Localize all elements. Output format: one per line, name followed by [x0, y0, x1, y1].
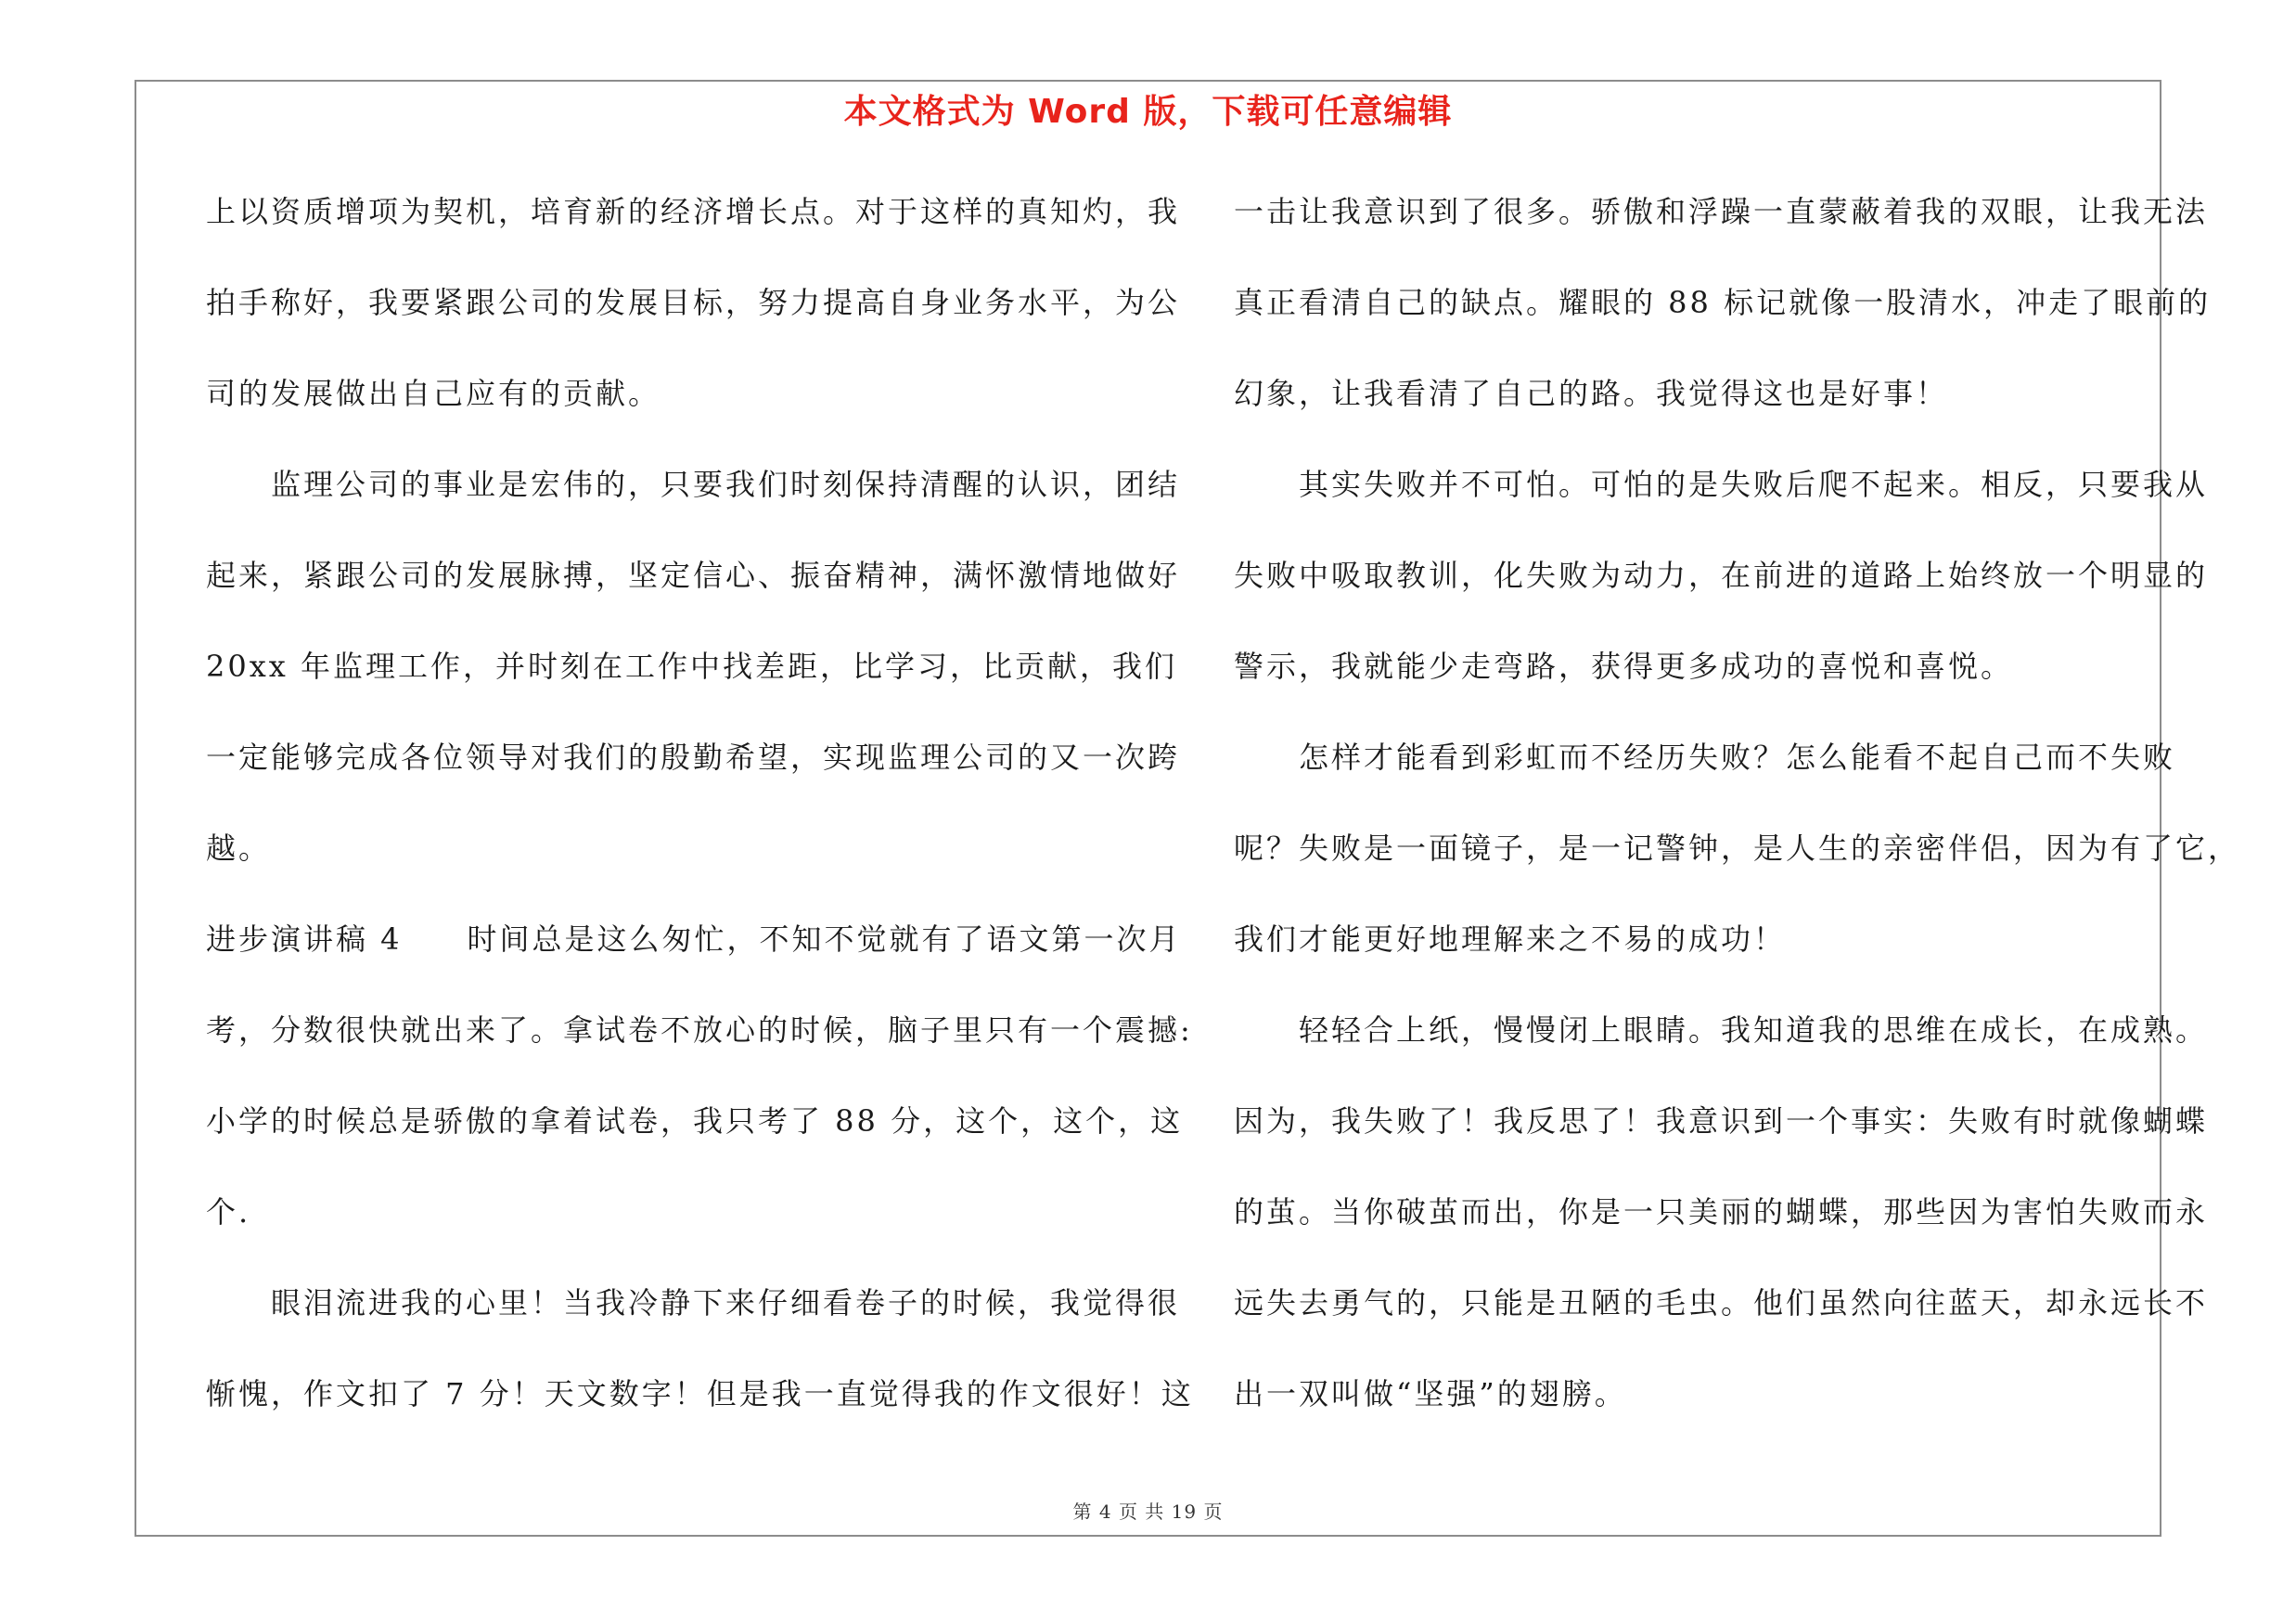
text-line: 我们才能更好地理解来之不易的成功！: [1234, 921, 1787, 957]
text-line: 监理公司的事业是宏伟的，只要我们时刻保持清醒的认识，团结: [206, 467, 1181, 502]
left-text-column: [206, 181, 1194, 1424]
text-line: 上以资质增项为契机，培育新的经济增长点。对于这样的真知灼，我: [206, 194, 1181, 229]
text-line: 个.: [206, 1194, 251, 1230]
text-line: 一定能够完成各位领导对我们的殷勤希望，实现监理公司的又一次跨: [206, 740, 1181, 775]
text-line: 因为，我失败了！我反思了！我意识到一个事实：失败有时就像蝴蝶: [1234, 1103, 2209, 1139]
text-line: 幻象，让我看清了自己的路。我觉得这也是好事！: [1234, 376, 1949, 411]
text-line: 司的发展做出自己应有的贡献。: [206, 376, 661, 411]
text-line: 警示，我就能少走弯路，获得更多成功的喜悦和喜悦。: [1234, 649, 2014, 684]
text-line: 怎样才能看到彩虹而不经历失败？怎么能看不起自己而不失败: [1234, 740, 2176, 775]
text-line: 小学的时候总是骄傲的拿着试卷，我只考了 88 分，这个，这个，这: [206, 1103, 1184, 1139]
text-line: 进步演讲稿 4 时间总是这么匆忙，不知不觉就有了语文第一次月: [206, 921, 1182, 957]
page-number-footer: 第 4 页 共 19 页: [1072, 1501, 1224, 1523]
text-line: 的茧。当你破茧而出，你是一只美丽的蝴蝶，那些因为害怕失败而永: [1234, 1194, 2209, 1230]
word-format-notice: 本文格式为 Word 版，下载可任意编辑: [843, 93, 1453, 131]
right-text-column: [1234, 181, 2241, 1424]
text-line: 拍手称好，我要紧跟公司的发展目标，努力提高自身业务水平，为公: [206, 285, 1181, 320]
text-line: 眼泪流进我的心里！当我冷静下来仔细看卷子的时候，我觉得很: [206, 1285, 1181, 1320]
text-line: 越。: [206, 831, 272, 866]
text-line: 考，分数很快就出来了。拿试卷不放心的时候，脑子里只有一个震撼:: [206, 1012, 1193, 1048]
text-line: 一击让我意识到了很多。骄傲和浮躁一直蒙蔽着我的双眼，让我无法: [1234, 194, 2209, 229]
text-line: 呢？失败是一面镜子，是一记警钟，是人生的亲密伴侣，因为有了它，: [1234, 831, 2241, 866]
text-line: 其实失败并不可怕。可怕的是失败后爬不起来。相反，只要我从: [1234, 467, 2209, 502]
text-line: 出一双叫做“坚强”的翅膀。: [1234, 1376, 1627, 1411]
text-line: 轻轻合上纸，慢慢闭上眼睛。我知道我的思维在成长，在成熟。: [1234, 1012, 2209, 1048]
text-line: 惭愧，作文扣了 7 分！天文数字！但是我一直觉得我的作文很好！这: [206, 1376, 1194, 1411]
text-line: 真正看清自己的缺点。耀眼的 88 标记就像一股清水，冲走了眼前的: [1234, 285, 2212, 320]
text-line: 起来，紧跟公司的发展脉搏，坚定信心、振奋精神，满怀激情地做好: [206, 558, 1181, 593]
text-line: 远失去勇气的，只能是丑陋的毛虫。他们虽然向往蓝天，却永远长不: [1234, 1285, 2209, 1320]
text-line: 20xx 年监理工作，并时刻在工作中找差距，比学习，比贡献，我们: [206, 649, 1177, 684]
text-line: 失败中吸取教训，化失败为动力，在前进的道路上始终放一个明显的: [1234, 558, 2209, 593]
